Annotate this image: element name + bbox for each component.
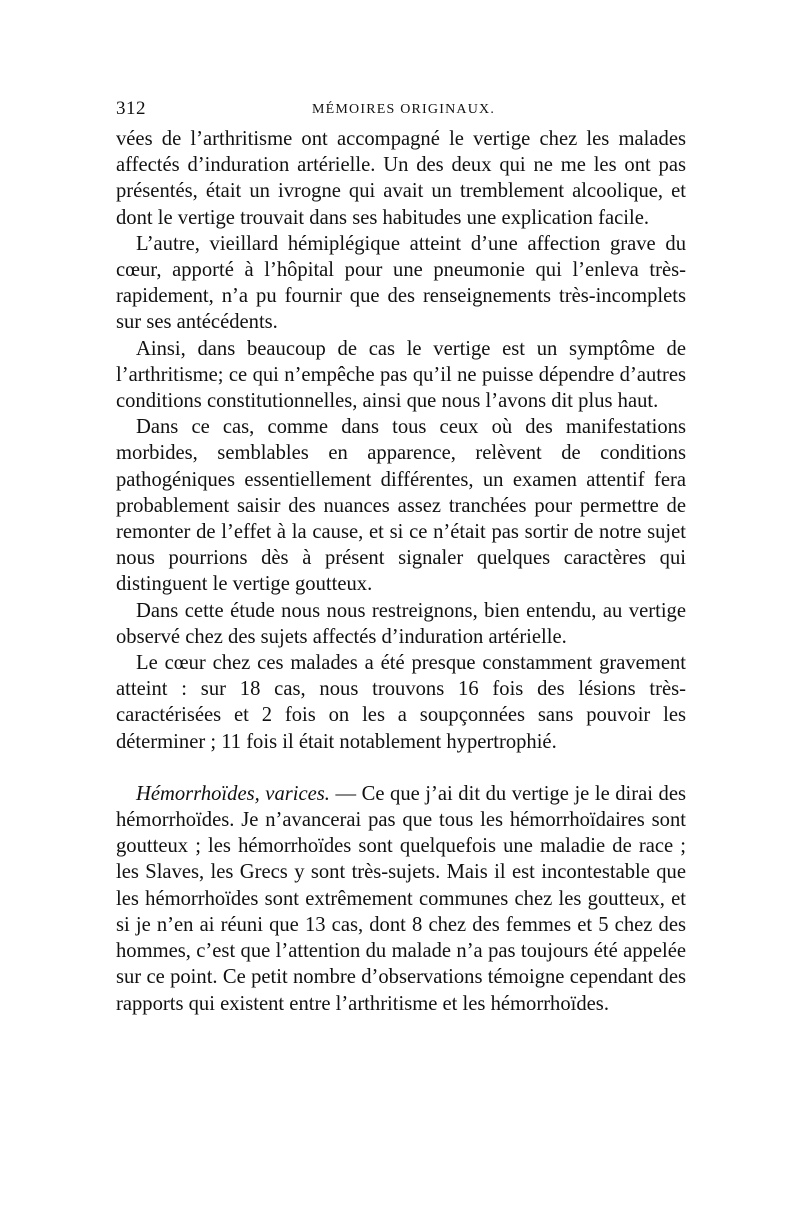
paragraph: L’autre, vieillard hémiplégique atteint d’une affection grave du cœur, apporté à l’hôpital pour une pneumonie qui l’enleva très-rapidement, n’a pu fournir que des renseignements très-incomplets sur ses antécédents. [116, 232, 686, 334]
section-paragraph [116, 781, 686, 1017]
paragraph: Dans cette étude nous nous restreignons, bien entendu, au vertige observé chez des sujets affectés d’induration artérielle. [116, 599, 686, 648]
section-spacer [116, 755, 686, 781]
page-number: 312 [116, 98, 146, 119]
section-title: Hémorrhoïdes, varices. [136, 782, 330, 805]
paragraph-continuation: vées de l’arthritisme ont accompagné le vertige chez les malades affectés d’induration artérielle. Un des deux qui ne me les ont pas présentés, était un ivrogne qui avait un tremblement alcoolique, et dont le vertige trouvait dans ses habitudes une explication facile. [116, 128, 686, 229]
running-title: MÉMOIRES ORIGINAUX. [312, 102, 496, 117]
body-text [116, 126, 686, 1017]
paragraph: Dans ce cas, comme dans tous ceux où des manifestations morbides, semblables en apparence, relèvent de conditions pathogéniques essentiellement différentes, un examen attentif fera probablement saisir des nuances assez tranchées pour permettre de remonter de l’effet à la cause, et si ce n’était pas sortir de notre sujet nous pourrions dès à présent signaler quelques caractères qui distinguent le vertige goutteux. [116, 416, 686, 596]
paragraph: Le cœur chez ces malades a été presque constamment gravement atteint : sur 18 cas, nous trouvons 16 fois des lésions très-caractérisées et 2 fois on les a soupçonnées sans pouvoir les déterminer ; 11 fois il était notablement hypertrophié. [116, 652, 686, 753]
section-text: — Ce que j’ai dit du vertige je le dirai des hémorrhoïdes. Je n’avancerai pas que tous les hémorrhoïdaires sont goutteux ; les hémorrhoïdes sont quelquefois une maladie de race ; les Slaves, les Grecs y sont très-sujets. Mais il est incontestable que les hémorrhoïdes sont extrêmement communes chez les goutteux, et si je n’en ai réuni que 13 cas, dont 8 chez des femmes et 5 chez des hommes, c’est que l’attention du malade n’a pas toujours été appelée sur ce point. Ce petit nombre d’observations témoigne cependant des rapports qui existent entre l’arthritisme et les hémorrhoïdes. [116, 782, 686, 1015]
paragraph: Ainsi, dans beaucoup de cas le vertige est un symptôme de l’arthritisme; ce qui n’empêche pas qu’il ne puisse dépendre d’autres conditions constitutionnelles, ainsi que nous l’avons dit plus haut. [116, 337, 686, 413]
book-page [116, 92, 686, 1017]
page-header [116, 92, 686, 122]
